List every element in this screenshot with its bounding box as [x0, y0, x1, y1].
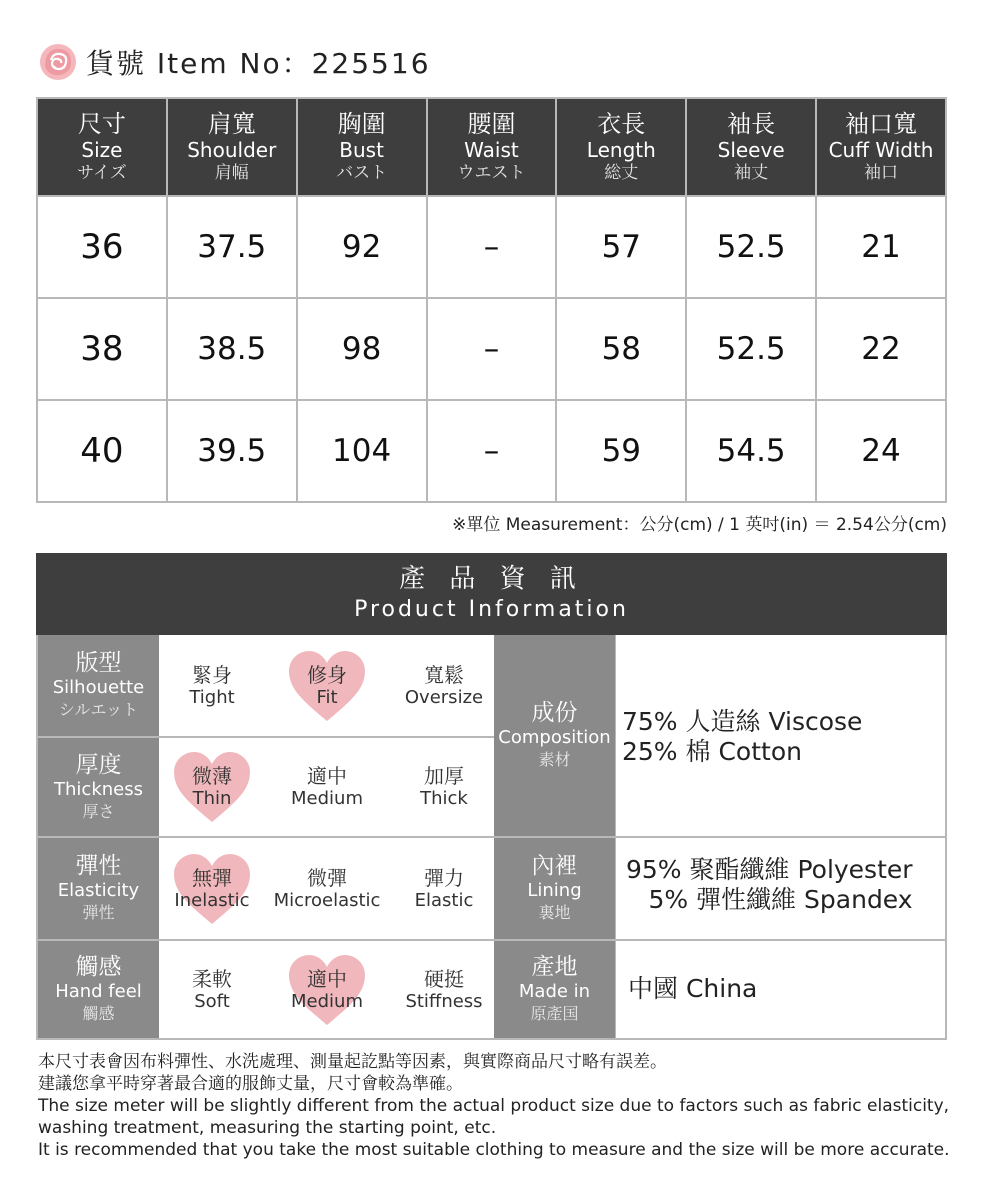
table-cell: 58 — [556, 298, 686, 400]
column-header: 衣長 Length 総丈 — [556, 98, 686, 196]
table-cell: 52.5 — [686, 298, 816, 400]
table-cell: 52.5 — [686, 196, 816, 298]
column-header: 胸圍 Bust バスト — [297, 98, 427, 196]
option-medium: 適中 Medium — [291, 764, 363, 809]
composition-label: 成份 Composition 素材 — [494, 635, 615, 836]
column-header: 腰圍 Waist ウエスト — [427, 98, 557, 196]
option-inelastic-selected: 無彈 Inelastic — [162, 838, 262, 939]
product-info-title-zh: 產 品 資 訊 — [399, 564, 584, 594]
option-fit-selected: 修身 Fit — [277, 635, 377, 736]
option-thin-selected: 微薄 Thin — [162, 738, 262, 836]
option-thick: 加厚 Thick — [420, 764, 468, 809]
column-header: 袖口寬 Cuff Width 袖口 — [816, 98, 946, 196]
size-table — [36, 97, 947, 503]
column-header: 肩寬 Shoulder 肩幅 — [167, 98, 297, 196]
measurement-note: ※單位 Measurement：公分(cm) / 1 英吋(in) ＝ 2.54公分(cm) — [452, 515, 947, 535]
product-info-title-en: Product Information — [354, 597, 629, 622]
disclaimer — [38, 1051, 958, 1161]
disclaimer-line: 本尺寸表會因布料彈性、水洗處理、測量起訖點等因素，與實際商品尺寸略有誤差。 — [38, 1052, 667, 1072]
table-cell: 104 — [297, 400, 427, 502]
option-soft: 柔軟 Soft — [192, 966, 232, 1012]
table-cell: – — [427, 298, 557, 400]
disclaimer-line: washing treatment, measuring the starting point, etc. — [38, 1118, 497, 1138]
table-row — [37, 298, 946, 400]
option-microelastic: 微彈 Microelastic — [273, 865, 381, 911]
table-cell: – — [427, 400, 557, 502]
table-cell: 37.5 — [167, 196, 297, 298]
table-cell: 92 — [297, 196, 427, 298]
disclaimer-line: 建議您拿平時穿著最合適的服飾丈量，尺寸會較為準確。 — [38, 1074, 463, 1094]
table-cell: 21 — [816, 196, 946, 298]
origin-value: 中國 China — [628, 974, 758, 1003]
option-tight: 緊身 Tight — [189, 662, 235, 708]
option-stiffness: 硬挺 Stiffness — [405, 966, 483, 1012]
disclaimer-line: It is recommended that you take the most suitable clothing to measure and the size will be more accurate. — [38, 1140, 950, 1160]
lining-value: 95% 聚酯纖維 Polyester 5% 彈性纖維 Spandex — [626, 855, 913, 914]
hand-feel-label: 觸感 Hand feel 觸感 — [38, 941, 159, 1038]
table-cell: 22 — [816, 298, 946, 400]
composition-value: 75% 人造絲 Viscose 25% 棉 Cotton — [622, 707, 863, 766]
size-table-header — [37, 98, 946, 196]
item-header — [38, 40, 431, 84]
table-cell: 39.5 — [167, 400, 297, 502]
table-cell: 54.5 — [686, 400, 816, 502]
option-elastic: 彈力 Elastic — [414, 865, 474, 911]
lining-label: 內裡 Lining 裏地 — [494, 838, 615, 939]
table-cell: 38.5 — [167, 298, 297, 400]
table-cell: 24 — [816, 400, 946, 502]
silhouette-label: 版型 Silhouette シルエット — [38, 635, 159, 736]
size-cell: 36 — [37, 196, 167, 298]
item-number-title: 貨號 Item No：225516 — [86, 47, 431, 80]
product-info-panel — [36, 553, 947, 1040]
size-cell: 38 — [37, 298, 167, 400]
table-cell: – — [427, 196, 557, 298]
column-header: 尺寸 Size サイズ — [37, 98, 167, 196]
column-header: 袖長 Sleeve 袖丈 — [686, 98, 816, 196]
product-info-header — [36, 553, 947, 635]
rose-icon — [38, 42, 78, 82]
disclaimer-line: The size meter will be slightly different from the actual product size due to factors such as fabric elasticity, — [38, 1096, 950, 1116]
option-oversize: 寬鬆 Oversize — [404, 662, 484, 708]
thickness-label: 厚度 Thickness 厚さ — [38, 738, 159, 836]
table-row — [37, 400, 946, 502]
table-cell: 98 — [297, 298, 427, 400]
size-cell: 40 — [37, 400, 167, 502]
table-row — [37, 196, 946, 298]
option-medium-selected: 適中 Medium — [277, 941, 377, 1038]
origin-label: 產地 Made in 原產国 — [494, 941, 615, 1038]
elasticity-label: 彈性 Elasticity 弾性 — [38, 838, 159, 939]
table-cell: 59 — [556, 400, 686, 502]
table-cell: 57 — [556, 196, 686, 298]
